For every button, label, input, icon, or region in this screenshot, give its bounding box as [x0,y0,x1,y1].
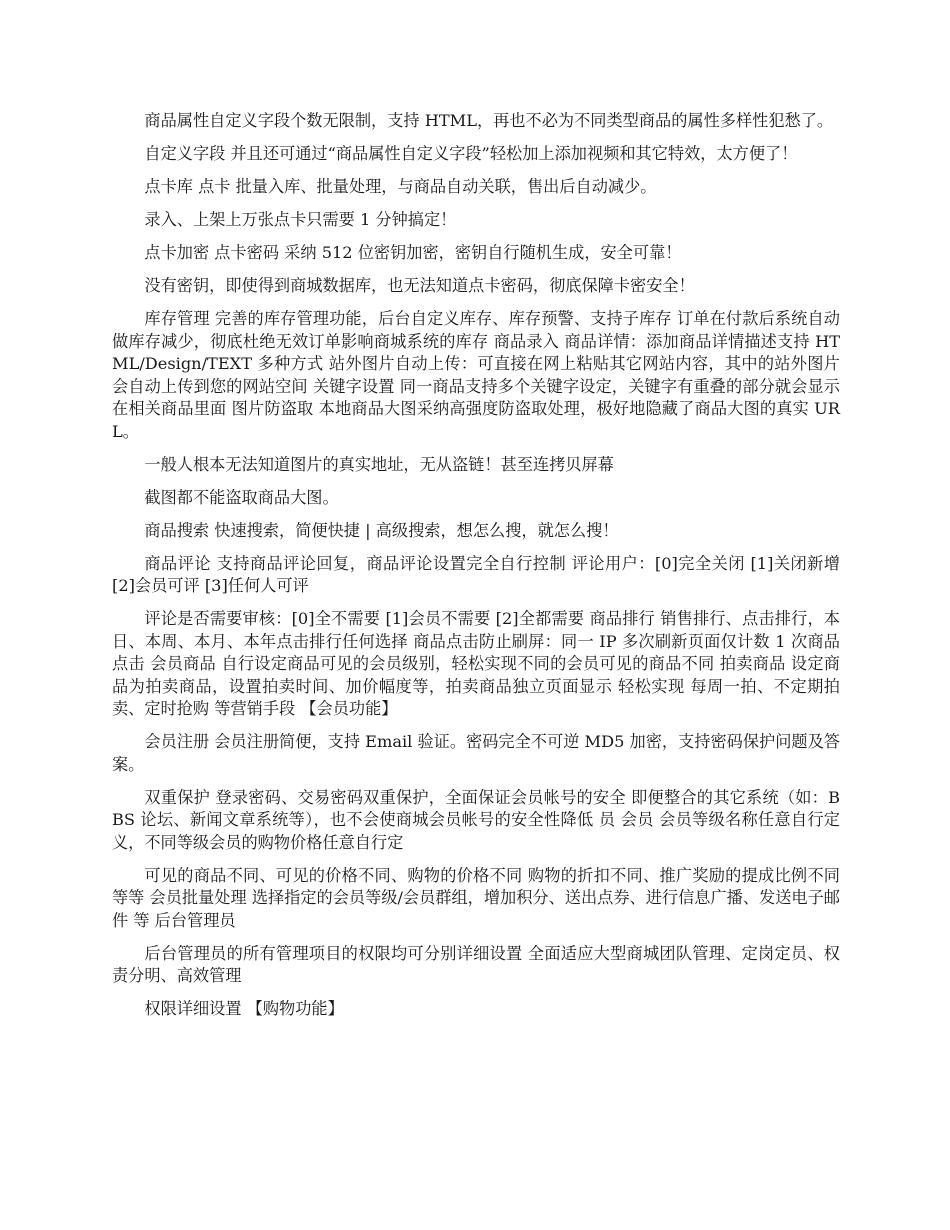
paragraph-custom-fields: 自定义字段 并且还可通过“商品属性自定义字段”轻松加上添加视频和其它特效，太方便了！ [144,144,798,163]
paragraph-inventory-management: 库存管理 完善的库存管理功能，后台自定义库存、库存预警、支持子库存 订单在付款后系统自动做库存减少，彻底杜绝无效订单影响商城系统的库存 商品录入 商品详情：添加商品详情描述支持 HTML/Design/TEXT 多种方式 站外图片自动上传：可直接在网上粘贴其它网站内容，其中的站外图片会自动上传到您的网站空间 关键字设置 同一商品支持多个关键字设定，关键字有重叠的部分就会显示在相关商品里面 图片防盗取 本地商品大图采纳高强度防盗取处理，极好地隐藏了商品大图的真实 URL。 [112,309,840,441]
paragraph-card-encryption: 点卡加密 点卡密码 采纳 512 位密钥加密，密钥自行随机生成，安全可靠！ [144,243,682,262]
paragraph-admin-permissions: 后台管理员的所有管理项目的权限均可分别详细设置 全面适应大型商城团队管理、定岗定员、权责分明、高效管理 [112,943,840,985]
paragraph-dual-protection: 双重保护 登录密码、交易密码双重保护，全面保证会员帐号的安全 即便整合的其它系统（如：BBS 论坛、新闻文章系统等），也不会使商城会员帐号的安全性降低 员 会员 会员等级名称任意自行定义，不同等级会员的购物价格任意自行定 [112,787,840,852]
paragraph-member-pricing: 可见的商品不同、可见的价格不同、购物的价格不同 购物的折扣不同、推广奖励的提成比例不同 等等 会员批量处理 选择指定的会员等级/会员群组，增加积分、送出点券、进行信息广播、发送电子邮件 等 后台管理员 [112,865,840,930]
paragraph-permission-settings: 权限详细设置 【购物功能】 [144,999,344,1018]
paragraph-review-moderation: 评论是否需要审核：[0]全不需要 [1]会员不需要 [2]全都需要 商品排行 销售排行、点击排行，本日、本周、本月、本年点击排行任何选择 商品点击防止刷屏：同一 IP 多次刷新页面仅计数 1 次商品点击 会员商品 自行设定商品可见的会员级别，轻松实现不同的会员可见的商品不同 拍卖商品 设定商品为拍卖商品，设置拍卖时间、加价幅度等，拍卖商品独立页面显示 轻松实现 每周一拍、不定期拍卖、定时抢购 等营销手段 【会员功能】 [112,609,840,718]
document-page [112,110,840,1031]
paragraph-attribute-fields: 商品属性自定义字段个数无限制，支持 HTML，再也不必为不同类型商品的属性多样性犯愁了。 [144,111,834,130]
paragraph-product-reviews: 商品评论 支持商品评论回复，商品评论设置完全自行控制 评论用户：[0]完全关闭 [1]关闭新增 [2]会员可评 [3]任何人可评 [112,553,840,595]
paragraph-product-search: 商品搜索 快速搜索，简便快捷 | 高级搜索，想怎么搜，就怎么搜！ [144,520,619,540]
paragraph-hotlink-protection: 一般人根本无法知道图片的真实地址，无从盗链！甚至连拷贝屏幕 [144,454,614,474]
paragraph-screenshot-protection: 截图都不能盗取商品大图。 [144,487,339,507]
paragraph-card-entry: 录入、上架上万张点卡只需要 1 分钟搞定！ [144,210,457,229]
paragraph-card-library: 点卡库 点卡 批量入库、批量处理，与商品自动关联，售出后自动减少。 [144,177,657,196]
paragraph-member-registration: 会员注册 会员注册简便，支持 Email 验证。密码完全不可逆 MD5 加密，支持密码保护问题及答案。 [112,732,840,774]
paragraph-card-security: 没有密钥，即使得到商城数据库，也无法知道点卡密码，彻底保障卡密安全！ [144,276,695,295]
